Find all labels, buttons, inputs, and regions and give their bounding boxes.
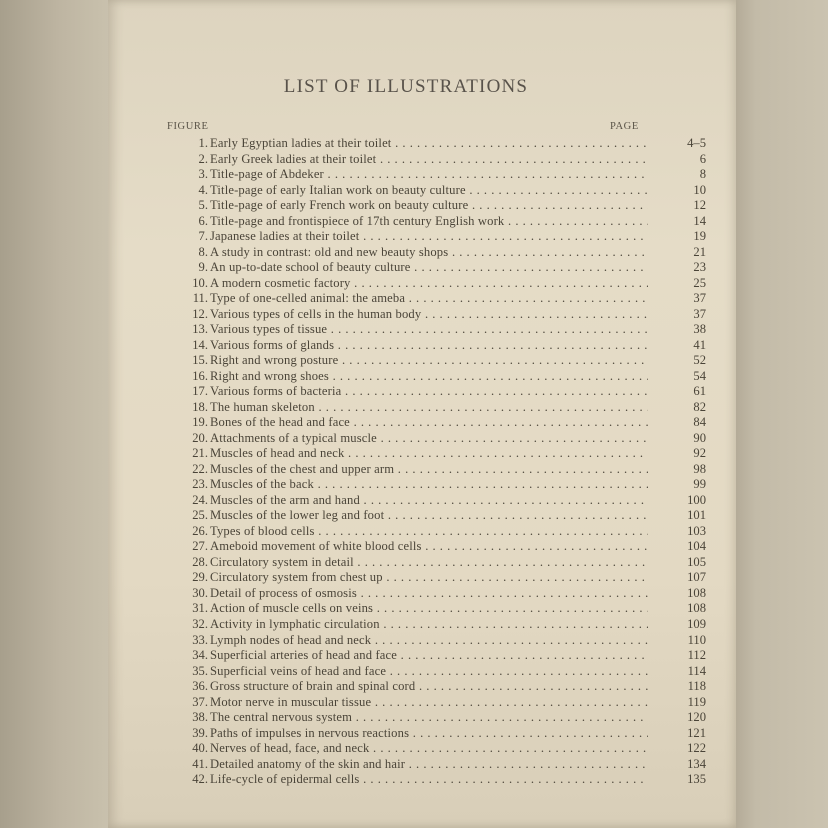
page-number: 10 bbox=[693, 182, 706, 197]
list-item bbox=[168, 399, 706, 416]
figure-number: 6. bbox=[198, 213, 208, 228]
page-number: 84 bbox=[693, 415, 706, 430]
list-item bbox=[168, 539, 706, 555]
list-item bbox=[168, 260, 706, 276]
list-item bbox=[168, 477, 706, 493]
figure-title: Superficial veins of head and face . . . bbox=[210, 664, 648, 680]
figure-number: 26. bbox=[192, 523, 208, 538]
page-number: 19 bbox=[693, 229, 706, 244]
list-item bbox=[168, 198, 706, 214]
figure-number: 36. bbox=[192, 679, 208, 694]
figure-title: Title-page and frontispiece of 17th century English work . . . bbox=[210, 214, 648, 230]
background-surface bbox=[736, 0, 828, 828]
page-number: 114 bbox=[687, 663, 706, 678]
figure-number: 2. bbox=[198, 151, 208, 166]
page-number: 12 bbox=[693, 198, 706, 213]
list-item bbox=[168, 291, 706, 307]
page-number: 14 bbox=[693, 213, 706, 228]
figure-title: Types of blood cells . . . bbox=[210, 524, 648, 540]
page-number: 61 bbox=[693, 384, 706, 399]
figure-title: Various types of cells in the human body . . . bbox=[210, 307, 648, 323]
page-number: 37 bbox=[693, 306, 706, 321]
page-number: 103 bbox=[687, 523, 706, 538]
figure-number: 4. bbox=[198, 182, 208, 197]
page-number: 104 bbox=[687, 539, 706, 554]
figure-title: Various forms of glands . . . bbox=[210, 338, 648, 354]
page-number: 112 bbox=[687, 648, 706, 663]
list-item bbox=[168, 585, 706, 602]
figure-number: 3. bbox=[198, 167, 208, 182]
list-item bbox=[168, 182, 706, 199]
list-item bbox=[168, 213, 706, 230]
figure-number: 13. bbox=[192, 322, 208, 337]
figure-title: Muscles of the arm and hand . . . bbox=[210, 493, 648, 509]
figure-title: Detail of process of osmosis . . . bbox=[210, 586, 648, 602]
figure-title: Various forms of bacteria . . . bbox=[210, 384, 648, 400]
figure-number: 5. bbox=[198, 198, 208, 213]
figure-title: Muscles of the chest and upper arm . . . bbox=[210, 462, 648, 478]
list-item bbox=[168, 694, 706, 711]
illustrations-list bbox=[168, 136, 706, 788]
figure-title: Ameboid movement of white blood cells . . . bbox=[210, 539, 648, 555]
list-item bbox=[168, 430, 706, 447]
figure-number: 31. bbox=[192, 601, 208, 616]
page-number: 101 bbox=[687, 508, 706, 523]
page-number: 107 bbox=[687, 570, 706, 585]
figure-title: Attachments of a typical muscle . . . bbox=[210, 431, 648, 447]
list-item bbox=[168, 136, 706, 152]
figure-title: Bones of the head and face . . . bbox=[210, 415, 648, 431]
page-number: 122 bbox=[687, 741, 706, 756]
figure-number: 19. bbox=[192, 415, 208, 430]
book-page bbox=[108, 0, 736, 828]
page-number: 8 bbox=[699, 167, 706, 182]
figure-title: Muscles of head and neck . . . bbox=[210, 446, 648, 462]
list-item bbox=[168, 368, 706, 385]
page-number: 100 bbox=[687, 492, 706, 507]
page-number: 135 bbox=[687, 772, 706, 787]
page-number: 25 bbox=[693, 275, 706, 290]
figure-number: 15. bbox=[192, 353, 208, 368]
figure-number: 8. bbox=[198, 244, 208, 259]
figure-number: 20. bbox=[192, 430, 208, 445]
figure-number: 9. bbox=[198, 260, 208, 275]
page-number: 90 bbox=[693, 430, 706, 445]
list-item bbox=[168, 601, 706, 617]
figure-number: 24. bbox=[192, 492, 208, 507]
figure-number: 37. bbox=[192, 694, 208, 709]
page-number: 99 bbox=[693, 477, 706, 492]
figure-title: Type of one-celled animal: the ameba . . . bbox=[210, 291, 648, 307]
list-item bbox=[168, 415, 706, 431]
list-item bbox=[168, 306, 706, 323]
list-item bbox=[168, 616, 706, 633]
figure-title: Early Greek ladies at their toilet . . . bbox=[210, 152, 648, 168]
figure-number: 1. bbox=[198, 136, 208, 150]
figure-number: 23. bbox=[192, 477, 208, 492]
figure-title: Circulatory system from chest up . . . bbox=[210, 570, 648, 586]
figure-number: 17. bbox=[192, 384, 208, 399]
page-column-header: PAGE bbox=[610, 121, 639, 132]
figure-title: Life-cycle of epidermal cells . . . bbox=[210, 772, 648, 788]
list-item bbox=[168, 725, 706, 742]
list-item bbox=[168, 710, 706, 726]
figure-title: Title-page of early French work on beauty culture . . . bbox=[210, 198, 648, 214]
list-item bbox=[168, 229, 706, 245]
page-number: 23 bbox=[693, 260, 706, 275]
page-number: 98 bbox=[693, 461, 706, 476]
page-number: 82 bbox=[693, 399, 706, 414]
figure-title: Motor nerve in muscular tissue . . . bbox=[210, 695, 648, 711]
figure-column-header: FIGURE bbox=[167, 121, 209, 132]
list-item bbox=[168, 151, 706, 168]
figure-title: Nerves of head, face, and neck . . . bbox=[210, 741, 648, 757]
figure-number: 30. bbox=[192, 585, 208, 600]
figure-number: 29. bbox=[192, 570, 208, 585]
figure-title: Detailed anatomy of the skin and hair . . . bbox=[210, 757, 648, 773]
list-item bbox=[168, 632, 706, 649]
list-item bbox=[168, 570, 706, 586]
figure-number: 39. bbox=[192, 725, 208, 740]
page-number: 37 bbox=[693, 291, 706, 306]
page-number: 38 bbox=[693, 322, 706, 337]
figure-title: Early Egyptian ladies at their toilet . . . bbox=[210, 136, 648, 152]
figure-number: 18. bbox=[192, 399, 208, 414]
figure-number: 10. bbox=[192, 275, 208, 290]
list-item bbox=[168, 756, 706, 773]
figure-number: 25. bbox=[192, 508, 208, 523]
page-number: 121 bbox=[687, 725, 706, 740]
figure-number: 41. bbox=[192, 756, 208, 771]
figure-number: 27. bbox=[192, 539, 208, 554]
list-item bbox=[168, 384, 706, 400]
list-item bbox=[168, 663, 706, 680]
page-number: 118 bbox=[687, 679, 706, 694]
page-number: 108 bbox=[687, 585, 706, 600]
list-item bbox=[168, 741, 706, 757]
page-number: 105 bbox=[687, 554, 706, 569]
figure-title: Circulatory system in detail . . . bbox=[210, 555, 648, 571]
figure-number: 40. bbox=[192, 741, 208, 756]
figure-title: Activity in lymphatic circulation . . . bbox=[210, 617, 648, 633]
list-item bbox=[168, 244, 706, 261]
page-number: 41 bbox=[693, 337, 706, 352]
page-number: 21 bbox=[693, 244, 706, 259]
figure-title: A modern cosmetic factory . . . bbox=[210, 276, 648, 292]
page-number: 108 bbox=[687, 601, 706, 616]
page-number: 4–5 bbox=[687, 136, 706, 150]
page-number: 54 bbox=[693, 368, 706, 383]
list-item bbox=[168, 446, 706, 462]
list-item bbox=[168, 679, 706, 695]
figure-number: 35. bbox=[192, 663, 208, 678]
figure-title: Superficial arteries of head and face . . . bbox=[210, 648, 648, 664]
figure-number: 11. bbox=[192, 291, 208, 306]
list-item bbox=[168, 322, 706, 338]
figure-title: Muscles of the lower leg and foot . . . bbox=[210, 508, 648, 524]
figure-number: 14. bbox=[192, 337, 208, 352]
list-item bbox=[168, 523, 706, 540]
list-item bbox=[168, 167, 706, 183]
figure-title: Japanese ladies at their toilet . . . bbox=[210, 229, 648, 245]
figure-title: The human skeleton . . . bbox=[210, 400, 648, 416]
figure-number: 38. bbox=[192, 710, 208, 725]
page-number: 6 bbox=[699, 151, 706, 166]
figure-number: 32. bbox=[192, 616, 208, 631]
page-number: 119 bbox=[687, 694, 706, 709]
figure-title: Various types of tissue . . . bbox=[210, 322, 648, 338]
figure-title: Gross structure of brain and spinal cord . . . bbox=[210, 679, 648, 695]
figure-number: 33. bbox=[192, 632, 208, 647]
figure-number: 16. bbox=[192, 368, 208, 383]
figure-title: Paths of impulses in nervous reactions . . . bbox=[210, 726, 648, 742]
figure-title: Right and wrong posture . . . bbox=[210, 353, 648, 369]
figure-title: Lymph nodes of head and neck . . . bbox=[210, 633, 648, 649]
list-item bbox=[168, 461, 706, 478]
list-item bbox=[168, 508, 706, 524]
figure-number: 28. bbox=[192, 554, 208, 569]
list-item bbox=[168, 353, 706, 369]
figure-title: Right and wrong shoes . . . bbox=[210, 369, 648, 385]
figure-number: 22. bbox=[192, 461, 208, 476]
page-number: 110 bbox=[687, 632, 706, 647]
figure-title: The central nervous system . . . bbox=[210, 710, 648, 726]
figure-title: Action of muscle cells on veins . . . bbox=[210, 601, 648, 617]
list-item bbox=[168, 554, 706, 571]
page-number: 52 bbox=[693, 353, 706, 368]
list-item bbox=[168, 275, 706, 292]
page-number: 134 bbox=[687, 756, 706, 771]
figure-title: Title-page of early Italian work on beauty culture . . . bbox=[210, 183, 648, 199]
page-number: 109 bbox=[687, 616, 706, 631]
page-number: 92 bbox=[693, 446, 706, 461]
figure-title: Title-page of Abdeker . . . bbox=[210, 167, 648, 183]
figure-title: Muscles of the back . . . bbox=[210, 477, 648, 493]
list-item bbox=[168, 492, 706, 509]
figure-number: 42. bbox=[192, 772, 208, 787]
figure-title: An up-to-date school of beauty culture . . . bbox=[210, 260, 648, 276]
list-item bbox=[168, 337, 706, 354]
page-number: 120 bbox=[687, 710, 706, 725]
list-item bbox=[168, 772, 706, 788]
figure-number: 12. bbox=[192, 306, 208, 321]
figure-number: 7. bbox=[198, 229, 208, 244]
page-title: LIST OF ILLUSTRATIONS bbox=[283, 76, 529, 97]
figure-number: 34. bbox=[192, 648, 208, 663]
figure-title: A study in contrast: old and new beauty shops . . . bbox=[210, 245, 648, 261]
list-item bbox=[168, 648, 706, 664]
figure-number: 21. bbox=[192, 446, 208, 461]
